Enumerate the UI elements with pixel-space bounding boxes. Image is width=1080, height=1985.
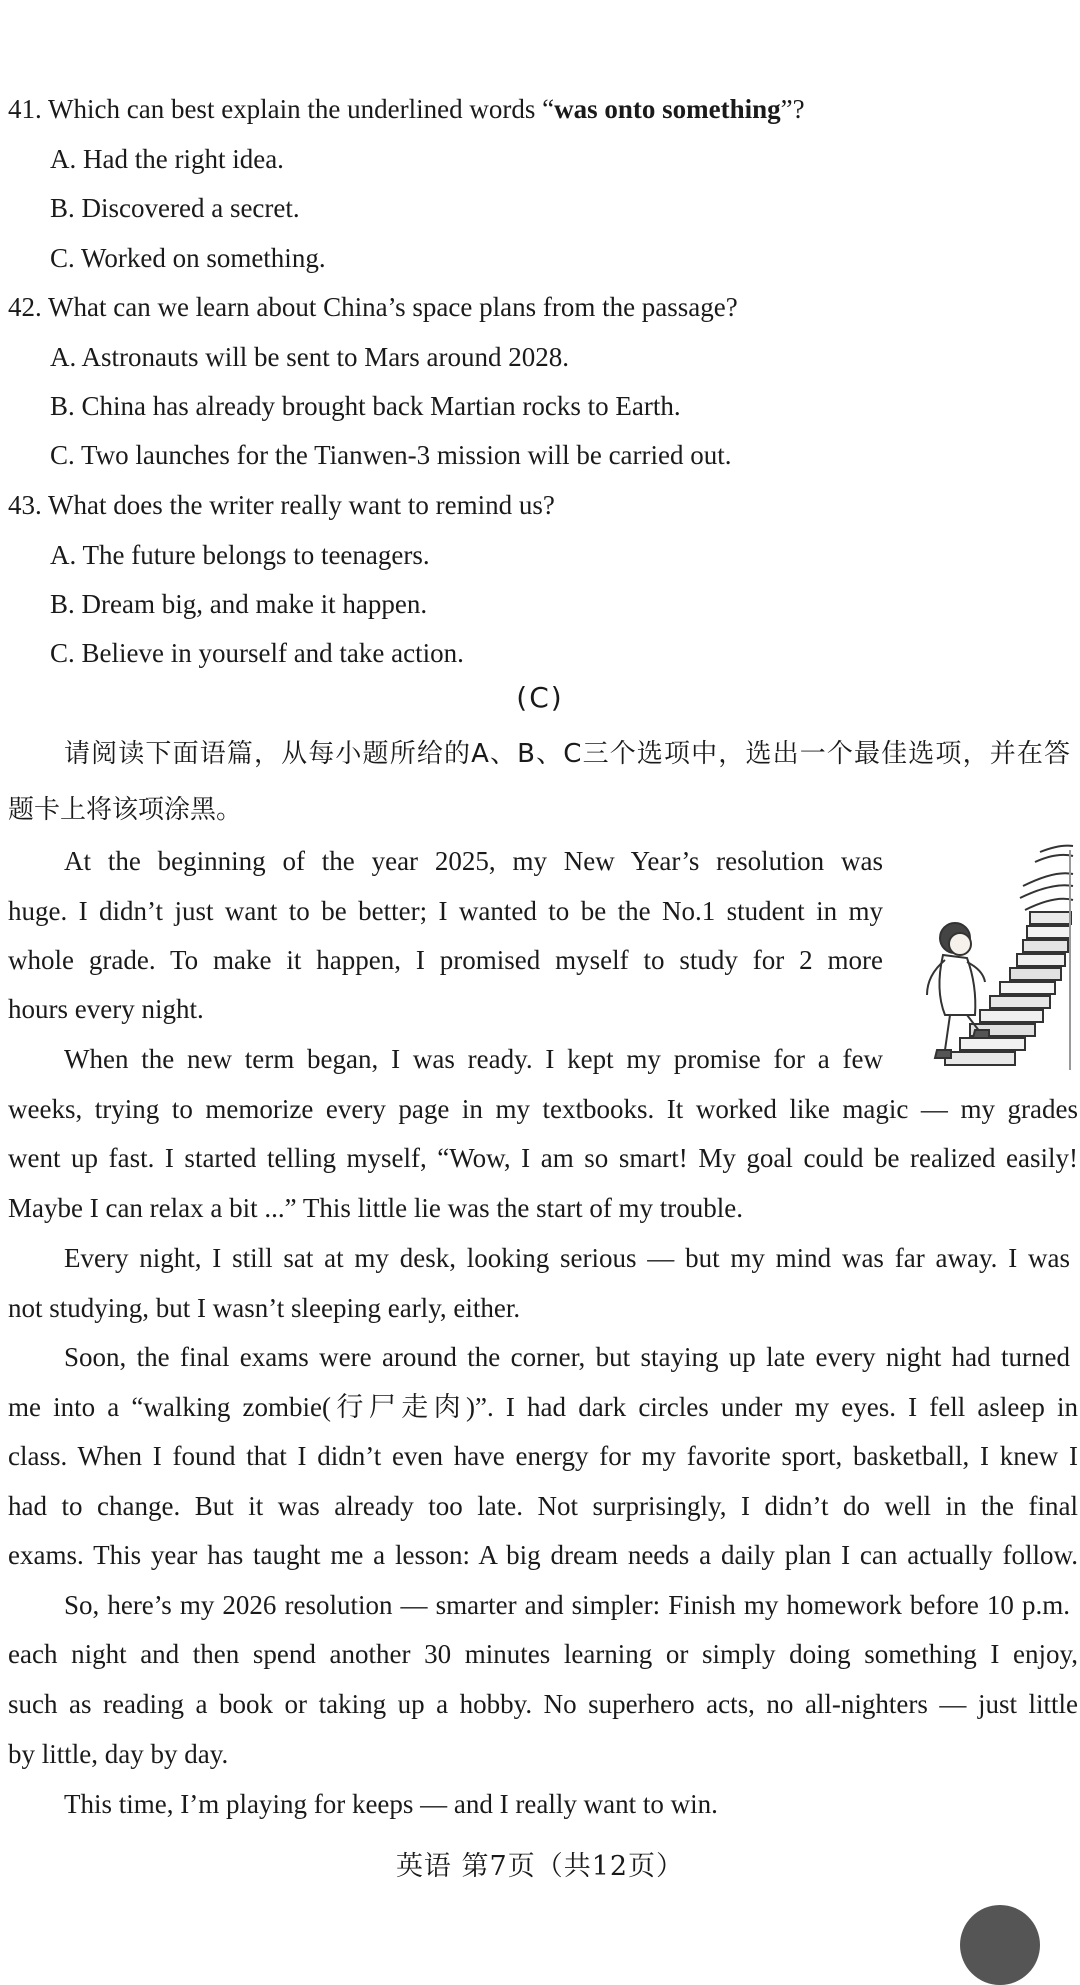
passage-line: exams. This year has taught me a lesson: A big dream needs a daily plan I can actually follow. — [8, 1540, 1078, 1570]
section-label: (C) — [516, 681, 564, 714]
question-42-option-b: B. China has already brought back Martian rocks to Earth. — [50, 391, 681, 421]
question-41-stem-prefix: 41. Which can best explain the underlined words “ — [8, 94, 555, 124]
page-footer: 英语 第7页（共12页） — [395, 1851, 685, 1882]
question-41-option-b: B. Discovered a secret. — [50, 193, 300, 223]
question-43-stem: 43. What does the writer really want to remind us? — [8, 490, 555, 520]
corner-shadow — [960, 1905, 1040, 1985]
question-43-option-a: A. The future belongs to teenagers. — [50, 540, 430, 570]
passage-line: weeks, trying to memorize every page in my textbooks. It worked like magic — my grades — [8, 1094, 1078, 1124]
question-41-option-c: C. Worked on something. — [50, 243, 326, 273]
question-42-option-c: C. Two launches for the Tianwen-3 mission will be carried out. — [50, 440, 732, 470]
question-41-stem-bold: was onto something — [554, 94, 781, 124]
passage-line: me into a “walking zombie(行尸走肉)”. I had dark circles under my eyes. I fell asleep in — [8, 1392, 1078, 1422]
passage-line: went up fast. I started telling myself, “Wow, I am so smart! My goal could be realized easily! — [8, 1143, 1078, 1173]
passage-line: each night and then spend another 30 minutes learning or simply doing something I enjoy, — [8, 1639, 1078, 1669]
passage-line: huge. I didn’t just want to be better; I wanted to be the No.1 student in my — [8, 896, 883, 926]
passage-line: hours every night. — [8, 994, 204, 1024]
question-42-option-a: A. Astronauts will be sent to Mars around 2028. — [50, 342, 569, 372]
passage-line: whole grade. To make it happen, I promised myself to study for 2 more — [8, 945, 883, 975]
passage-line: So, here’s my 2026 resolution — smarter and simpler: Finish my homework before 10 p.m. — [64, 1590, 1070, 1620]
passage-line: When the new term began, I was ready. I kept my promise for a few — [64, 1044, 883, 1074]
passage-line: class. When I found that I didn’t even have energy for my favorite sport, basketball, I knew I — [8, 1441, 1078, 1471]
passage-line: This time, I’m playing for keeps — and I really want to win. — [64, 1789, 718, 1819]
question-42-stem: 42. What can we learn about China’s space plans from the passage? — [8, 292, 738, 322]
passage-line: by little, day by day. — [8, 1739, 229, 1769]
question-43-option-b: B. Dream big, and make it happen. — [50, 589, 428, 619]
question-41-stem-suffix: ”? — [780, 94, 805, 124]
section-instruction-line-2: 题卡上将该项涂黑。 — [8, 795, 243, 825]
passage-line: not studying, but I wasn’t sleeping early, either. — [8, 1293, 521, 1323]
question-43-option-c: C. Believe in yourself and take action. — [50, 638, 464, 668]
passage-line: Soon, the final exams were around the corner, but staying up late every night had turned — [64, 1342, 1070, 1372]
passage-line: At the beginning of the year 2025, my New Year’s resolution was — [64, 846, 883, 876]
question-41-option-a: A. Had the right idea. — [50, 144, 284, 174]
passage-line: such as reading a book or taking up a hobby. No superhero acts, no all-nighters — just little — [8, 1689, 1078, 1719]
question-41-stem — [8, 92, 805, 126]
passage-line: Every night, I still sat at my desk, looking serious — but my mind was far away. I was — [64, 1243, 1070, 1273]
passage-line: had to change. But it was already too late. Not surprisingly, I didn’t do well in the final — [8, 1491, 1078, 1521]
staircase-books-illustration — [905, 840, 1075, 1080]
section-instruction-line-1: 请阅读下面语篇，从每小题所给的A、B、C三个选项中，选出一个最佳选项，并在答 — [64, 739, 1070, 769]
passage-line: Maybe I can relax a bit ...” This little lie was the start of my trouble. — [8, 1193, 744, 1223]
